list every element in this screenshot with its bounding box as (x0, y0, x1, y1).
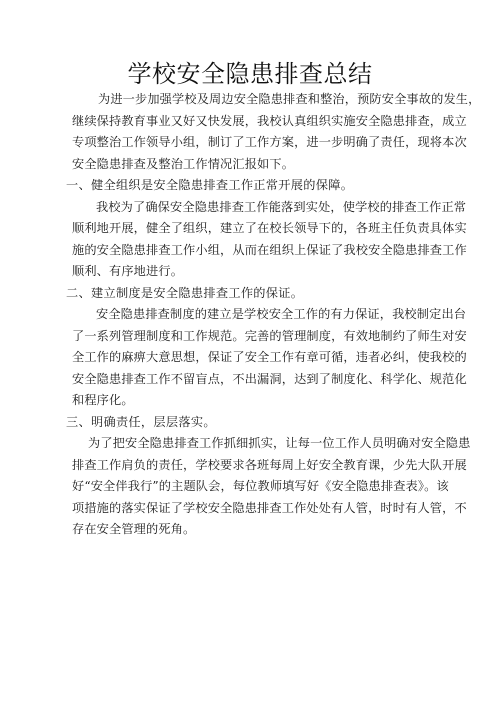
paragraph-line: 项措施的落实保证了学校安全隐患排查工作处处有人管，时时有人管，不 (72, 500, 467, 515)
document-body (66, 89, 481, 541)
section-heading: 三、明确责任，层层落实。 (66, 414, 216, 429)
document-title: 学校安全隐患排查总结 (127, 60, 373, 88)
paragraph-line: 存在安全管理的死角。 (72, 522, 196, 536)
paragraph-line: 为了把安全隐患排查工作抓细抓实，让每一位工作人员明确对安全隐患 (88, 436, 471, 450)
paragraph-line: 顺利、有序地进行。 (72, 264, 184, 278)
paragraph-line: 安全隐患排查制度的建立是学校安全工作的有力保证，我校制定出台 (96, 307, 467, 321)
paragraph-line: 施的安全隐患排查工作小组，从而在组织上保证了我校安全隐患排查工作 (72, 242, 467, 257)
paragraph-line: 继续保持教育事业又好又快发展，我校认真组织实施安全隐患排查，成立 (72, 113, 467, 128)
paragraph-line: 我校为了确保安全隐患排查工作能落到实处，使学校的排查工作正常 (96, 199, 467, 214)
section-heading: 一、健全组织是安全隐患排查工作正常开展的保障。 (66, 178, 354, 192)
paragraph-line: 为进一步加强学校及周边安全隐患排查和整治，预防安全事故的发生， (98, 92, 481, 106)
paragraph-line: 和程序化。 (72, 393, 134, 407)
paragraph-line: 顺利地开展，健全了组织，建立了在校长领导下的，各班主任负责具体实 (72, 221, 467, 235)
paragraph-line: 排查工作肩负的责任，学校要求各班每周上好安全教育课，少先大队开展 (72, 457, 467, 472)
paragraph-line: 安全隐患排查及整治工作情况汇报如下。 (72, 156, 295, 171)
paragraph-line: 专项整治工作领导小组，制订了工作方案，进一步明确了责任，现将本次 (72, 135, 467, 149)
paragraph-line: 了一系列管理制度和工作规范。完善的管理制度，有效地制约了师生对安 (72, 328, 467, 343)
section-heading: 二、建立制度是安全隐患排查工作的保证。 (66, 285, 304, 300)
paragraph-line: 安全隐患排查工作不留盲点，不出漏洞，达到了制度化、科学化、规范化 (72, 371, 467, 386)
paragraph-line: 全工作的麻痹大意思想，保证了安全工作有章可循，违者必纠，使我校的 (72, 350, 467, 364)
paragraph-line: 好“安全伴我行”的主题队会，每位教师填写好《安全隐患排查表》。该 (72, 479, 449, 493)
